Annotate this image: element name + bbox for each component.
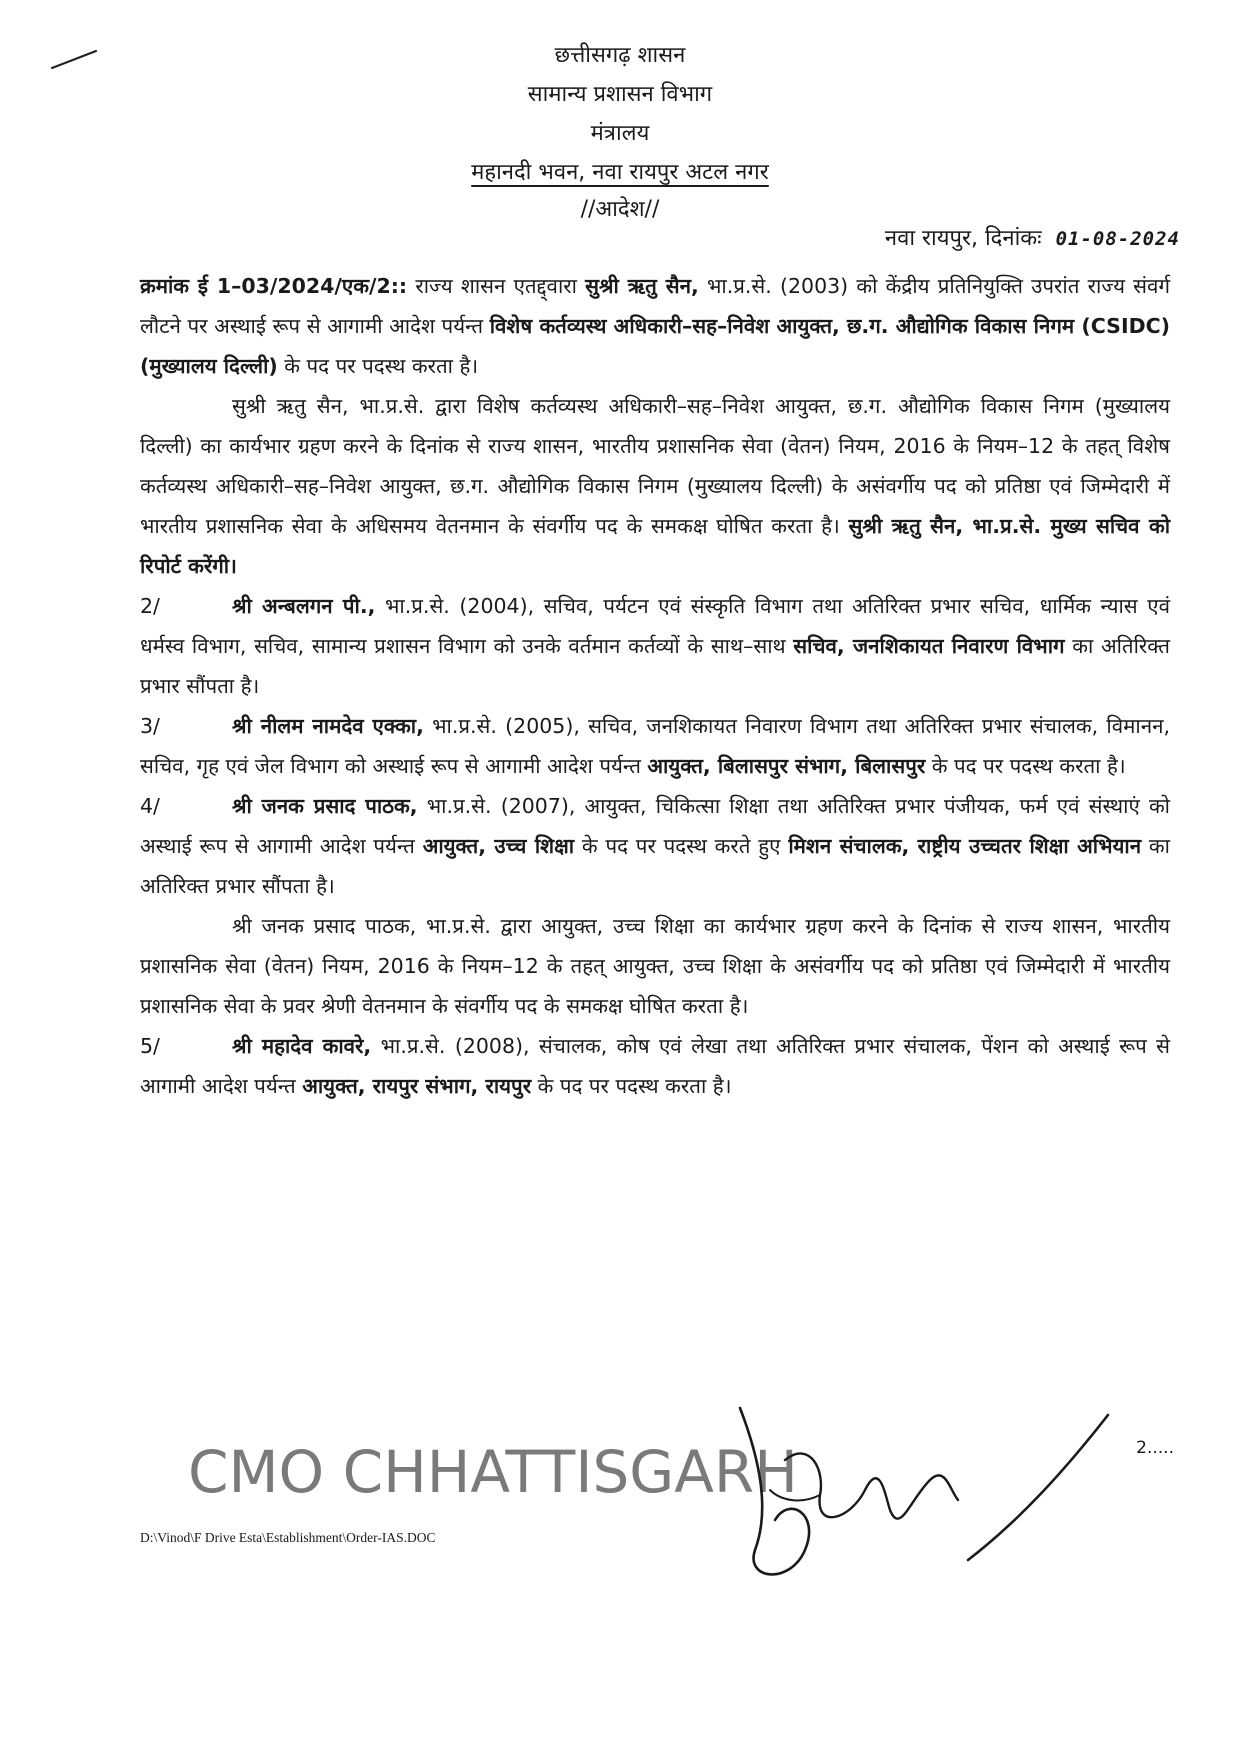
paragraph-1b [140,386,1170,586]
paragraph-number: 2/ [140,594,160,618]
text-span: भा.प्र.से. (2004), सचिव, पर्यटन एवं संस्कृति विभाग तथा अतिरिक्त प्रभार सचिव, धार्मिक न्यास एवं धर्मस्व विभाग, सचिव, सामान्य प्रशासन विभाग को उनके वर्तमान कर्तव्यों के साथ–साथ [140,594,1170,658]
reporting-note: सुश्री ऋतु सैन, भा.प्र.से. मुख्य सचिव को रिपोर्ट करेंगी। [140,514,1170,578]
additional-charge-title: मिशन संचालक, राष्ट्रीय उच्चतर शिक्षा अभियान [788,834,1142,858]
text-span: का अतिरिक्त प्रभार सौंपता है। [140,834,1170,898]
officer-name: श्री जनक प्रसाद पाठक, [232,794,418,818]
watermark: CMO CHHATTISGARH [188,1438,798,1506]
paragraph-number: 5/ [140,1034,160,1058]
text-span: के पद पर पदस्थ करता है। [925,754,1126,778]
posting-title: आयुक्त, बिलासपुर संभाग, बिलासपुर [647,754,926,778]
paragraph-5 [140,1026,1170,1106]
header-department: सामान्य प्रशासन विभाग [527,82,713,107]
order-number: क्रमांक ई 1–03/2024/एक/2:: [140,274,408,298]
letterhead [0,36,1240,192]
header-government: छत्तीसगढ़ शासन [554,43,686,68]
date-label: नवा रायपुर, दिनांकः [884,226,1042,251]
officer-name: श्री नीलम नामदेव एक्का, [232,714,424,738]
text-span: के पद पर पदस्थ करते हुए [574,834,789,858]
text-span: भा.प्र.से. (2008), संचालक, कोष एवं लेखा तथा अतिरिक्त प्रभार संचालक, पेंशन को अस्थाई रूप से आगामी आदेश पर्यन्त [140,1034,1170,1098]
posting-title: आयुक्त, रायपुर संभाग, रायपुर [302,1074,532,1098]
paragraph-1 [140,266,1170,386]
officer-name: श्री महादेव कावरे, [232,1034,372,1058]
paragraph-number: 4/ [140,794,160,818]
signature [730,1400,1150,1600]
paragraph-number: 3/ [140,714,160,738]
date-line [885,222,1180,252]
order-title: //आदेश// [580,197,660,222]
file-path: D:\Vinod\F Drive Esta\Establishment\Order-IAS.DOC [140,1530,436,1545]
posting-title: आयुक्त, उच्च शिक्षा [422,834,575,858]
text-span: सुश्री ऋतु सैन, भा.प्र.से. द्वारा विशेष कर्तव्यस्थ अधिकारी–सह–निवेश आयुक्त, छ.ग. औद्योगिक विकास निगम (मुख्यालय दिल्ली) का कार्यभार ग्रहण करने के दिनांक से राज्य शासन, भारतीय प्रशासनिक सेवा (वेतन) नियम, 2016 के नियम–12 के तहत् विशेष कर्तव्यस्थ अधिकारी–सह–निवेश आयुक्त, छ.ग. औद्योगिक विकास निगम (मुख्यालय दिल्ली) के असंवर्गीय पद को प्रतिष्ठा एवं जिम्मेदारी में भारतीय प्रशासनिक सेवा के अधिसमय वेतनमान के संवर्गीय पद के समकक्ष घोषित करता है। [140,394,1170,538]
officer-name: सुश्री ऋतु सैन, [585,274,699,298]
officer-name: श्री अन्बलगन पी., [232,594,376,618]
date-value: 01-08-2024 [1055,228,1180,250]
header-address: महानदी भवन, नवा रायपुर अटल नगर [471,160,769,185]
paragraph-4 [140,786,1170,906]
posting-title: विशेष कर्तव्यस्थ अधिकारी–सह–निवेश आयुक्त, छ.ग. औद्योगिक विकास निगम (CSIDC) (मुख्यालय दिल्ली) [140,314,1170,378]
paragraph-2 [140,586,1170,706]
text-span: का अतिरिक्त प्रभार सौंपता है। [140,634,1170,698]
continued-page-number: 2..... [1136,1438,1174,1458]
order-body [140,266,1170,1106]
text-span: भा.प्र.से. (2003) को केंद्रीय प्रतिनियुक्ति उपरांत राज्य संवर्ग लौटने पर अस्थाई रूप से आगामी आदेश पर्यन्त [140,274,1170,338]
text-span: भा.प्र.से. (2005), सचिव, जनशिकायत निवारण विभाग तथा अतिरिक्त प्रभार संचालक, विमानन, सचिव, गृह एवं जेल विभाग को अस्थाई रूप से आगामी आदेश पर्यन्त [140,714,1170,778]
header-ministry: मंत्रालय [590,121,650,146]
paragraph-3 [140,706,1170,786]
text-span: राज्य शासन एतद्द्वारा [407,274,586,298]
paragraph-4b [140,906,1170,1026]
text-span: के पद पर पदस्थ करता है। [531,1074,732,1098]
text-span: श्री जनक प्रसाद पाठक, भा.प्र.से. द्वारा आयुक्त, उच्च शिक्षा का कार्यभार ग्रहण करने के दिनांक से राज्य शासन, भारतीय प्रशासनिक सेवा (वेतन) नियम, 2016 के नियम–12 के तहत् आयुक्त, उच्च शिक्षा के असंवर्गीय पद को प्रतिष्ठा एवं जिम्मेदारी में भारतीय प्रशासनिक सेवा के प्रवर श्रेणी वेतनमान के संवर्गीय पद के समकक्ष घोषित करता है। [140,914,1170,1018]
text-span: के पद पर पदस्थ करता है। [277,354,479,378]
posting-title: सचिव, जनशिकायत निवारण विभाग [793,634,1065,658]
text-span: भा.प्र.से. (2007), आयुक्त, चिकित्सा शिक्षा तथा अतिरिक्त प्रभार पंजीयक, फर्म एवं संस्थाएं को अस्थाई रूप से आगामी आदेश पर्यन्त [140,794,1170,858]
